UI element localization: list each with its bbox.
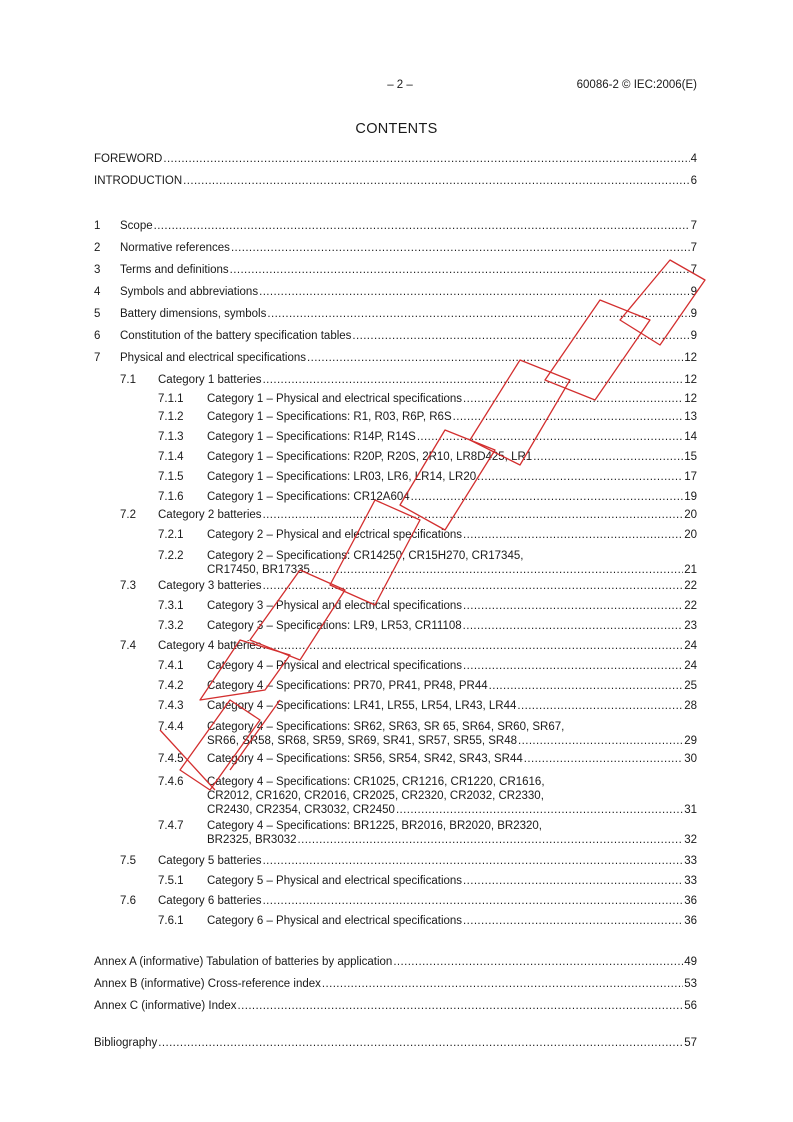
toc-page-number: 21 xyxy=(684,564,697,576)
toc-number: 2 xyxy=(94,242,101,254)
toc-number: 7.1.3 xyxy=(158,431,184,443)
toc-page-number: 12 xyxy=(684,374,697,386)
toc-number: 7.2.1 xyxy=(158,529,184,541)
toc-title: Category 2 – Physical and electrical specifications xyxy=(207,529,463,541)
toc-title: Category 5 – Physical and electrical specifications xyxy=(207,875,463,887)
toc-page-number: 17 xyxy=(684,471,697,483)
toc-number: 7.3.1 xyxy=(158,600,184,612)
toc-number: 7 xyxy=(94,352,101,364)
toc-leader-dots xyxy=(518,732,683,750)
toc-entry[interactable] xyxy=(0,468,793,486)
toc-leader-dots xyxy=(517,697,683,715)
toc-number: 6 xyxy=(94,330,101,342)
toc-title: SR66, SR58, SR68, SR59, SR69, SR41, SR57, SR55, SR48 xyxy=(207,735,518,747)
toc-entry[interactable] xyxy=(0,283,793,301)
toc-entry[interactable] xyxy=(0,732,793,750)
toc-number: 7.1.5 xyxy=(158,471,184,483)
toc-title: Normative references xyxy=(120,242,230,254)
toc-number: 7.3.2 xyxy=(158,620,184,632)
toc-leader-dots xyxy=(524,750,683,768)
toc-title: Physical and electrical specifications xyxy=(120,352,307,364)
toc-number: 7.4 xyxy=(120,640,136,652)
toc-title: Terms and definitions xyxy=(120,264,229,276)
toc-entry[interactable] xyxy=(0,750,793,768)
toc-number: 7.6.1 xyxy=(158,915,184,927)
toc-title: Category 1 – Specifications: R20P, R20S, 2R10, LR8D425, LR1 xyxy=(207,451,533,463)
toc-leader-dots xyxy=(463,390,683,408)
toc-page-number: 7 xyxy=(690,242,697,254)
toc-number: 7.5 xyxy=(120,855,136,867)
toc-number: 7.2 xyxy=(120,509,136,521)
toc-page-number: 15 xyxy=(684,451,697,463)
toc-entry[interactable] xyxy=(0,408,793,426)
toc-page-number: 7 xyxy=(690,220,697,232)
toc-number: 7.3 xyxy=(120,580,136,592)
toc-number: 7.1.2 xyxy=(158,411,184,423)
toc-number: 7.1.6 xyxy=(158,491,184,503)
toc-page-number: 57 xyxy=(684,1037,697,1049)
toc-leader-dots xyxy=(463,617,684,635)
toc-entry[interactable] xyxy=(0,305,793,323)
toc-number: 7.4.5 xyxy=(158,753,184,765)
toc-title: Category 1 batteries xyxy=(158,374,262,386)
toc-entry[interactable] xyxy=(0,975,793,993)
toc-page-number: 9 xyxy=(690,308,697,320)
toc-title: Annex A (informative) Tabulation of batteries by application xyxy=(94,956,393,968)
toc-entry[interactable] xyxy=(0,506,793,524)
toc-entry[interactable] xyxy=(0,172,793,190)
toc-number: 5 xyxy=(94,308,101,320)
toc-leader-dots xyxy=(231,239,690,257)
toc-page-number: 14 xyxy=(684,431,697,443)
toc-page-number: 22 xyxy=(684,600,697,612)
toc-number: 7.1.4 xyxy=(158,451,184,463)
toc-leader-dots xyxy=(307,349,683,367)
toc-title: Category 4 – Specifications: SR56, SR54, SR42, SR43, SR44 xyxy=(207,753,523,765)
toc-number: 7.4.4 xyxy=(158,721,184,733)
toc-leader-dots xyxy=(322,975,683,993)
toc-entry[interactable] xyxy=(0,657,793,675)
toc-title: Category 4 batteries xyxy=(158,640,262,652)
toc-title: CR17450, BR17335 xyxy=(207,564,310,576)
toc-entry[interactable] xyxy=(0,488,793,506)
toc-title: INTRODUCTION xyxy=(94,175,183,187)
toc-number: 7.4.6 xyxy=(158,776,184,788)
toc-entry[interactable] xyxy=(0,1034,793,1052)
toc-page-number: 49 xyxy=(684,956,697,968)
toc-number: 7.1.1 xyxy=(158,393,184,405)
toc-number: 7.4.7 xyxy=(158,820,184,832)
toc-title-line: Category 4 – Specifications: CR1025, CR1216, CR1220, CR1616, xyxy=(207,776,545,788)
toc-page-number: 36 xyxy=(684,915,697,927)
toc-title: FOREWORD xyxy=(94,153,163,165)
toc-title: Category 1 – Specifications: R1, R03, R6P, R6S xyxy=(207,411,452,423)
toc-leader-dots xyxy=(533,448,683,466)
toc-leader-dots xyxy=(477,468,683,486)
toc-entry[interactable] xyxy=(0,239,793,257)
toc-number: 4 xyxy=(94,286,101,298)
toc-page-number: 33 xyxy=(684,875,697,887)
toc-page-number: 19 xyxy=(684,491,697,503)
toc-page-number: 36 xyxy=(684,895,697,907)
toc-title: Category 6 batteries xyxy=(158,895,262,907)
toc-page-number: 30 xyxy=(684,753,697,765)
toc-number: 7.1 xyxy=(120,374,136,386)
toc-title: Category 3 – Specifications: LR9, LR53, CR11108 xyxy=(207,620,462,632)
toc-number: 7.4.1 xyxy=(158,660,184,672)
toc-title: Category 1 – Specifications: CR12A604 xyxy=(207,491,410,503)
toc-leader-dots xyxy=(463,597,683,615)
toc-title-line: CR2012, CR1620, CR2016, CR2025, CR2320, CR2032, CR2330, xyxy=(207,790,544,802)
toc-title: CR2430, CR2354, CR3032, CR2450 xyxy=(207,804,395,816)
standard-reference: 60086-2 © IEC:2006(E) xyxy=(576,79,697,91)
toc-page-number: 7 xyxy=(690,264,697,276)
toc-page-number: 31 xyxy=(684,804,697,816)
toc-title: Category 3 batteries xyxy=(158,580,262,592)
toc-entry[interactable] xyxy=(0,327,793,345)
toc-entry[interactable] xyxy=(0,390,793,408)
toc-entry[interactable] xyxy=(0,997,793,1015)
toc-page-number: 29 xyxy=(684,735,697,747)
toc-entry[interactable] xyxy=(0,526,793,544)
toc-number: 1 xyxy=(94,220,101,232)
toc-leader-dots xyxy=(463,872,683,890)
toc-entry[interactable] xyxy=(0,677,793,695)
toc-entry[interactable] xyxy=(0,448,793,466)
toc-title: Annex B (informative) Cross-reference index xyxy=(94,978,321,990)
toc-page-number: 12 xyxy=(684,352,697,364)
toc-entry[interactable] xyxy=(0,637,793,655)
toc-page-number: 9 xyxy=(690,286,697,298)
toc-leader-dots xyxy=(463,526,683,544)
toc-title: BR2325, BR3032 xyxy=(207,834,297,846)
toc-page-number: 20 xyxy=(684,509,697,521)
toc-leader-dots xyxy=(163,150,689,168)
toc-page-number: 32 xyxy=(684,834,697,846)
toc-leader-dots xyxy=(453,408,684,426)
toc-page-number: 28 xyxy=(684,700,697,712)
toc-title: Category 5 batteries xyxy=(158,855,262,867)
toc-entry[interactable] xyxy=(0,597,793,615)
toc-entry[interactable] xyxy=(0,617,793,635)
toc-leader-dots xyxy=(263,371,684,389)
toc-leader-dots xyxy=(263,852,684,870)
toc-page-number: 56 xyxy=(684,1000,697,1012)
toc-title: Category 1 – Specifications: R14P, R14S xyxy=(207,431,416,443)
toc-leader-dots xyxy=(259,283,690,301)
toc-title: Category 1 – Specifications: LR03, LR6, LR14, LR20 xyxy=(207,471,477,483)
toc-title: Scope xyxy=(120,220,153,232)
toc-leader-dots xyxy=(463,912,683,930)
toc-leader-dots xyxy=(463,657,683,675)
toc-number: 3 xyxy=(94,264,101,276)
toc-title: Category 2 batteries xyxy=(158,509,262,521)
toc-title: Bibliography xyxy=(94,1037,158,1049)
toc-page-number: 25 xyxy=(684,680,697,692)
toc-leader-dots xyxy=(489,677,684,695)
toc-title: Constitution of the battery specification tables xyxy=(120,330,352,342)
toc-leader-dots xyxy=(267,305,689,323)
toc-leader-dots xyxy=(393,953,683,971)
toc-page-number: 24 xyxy=(684,660,697,672)
toc-page-number: 9 xyxy=(690,330,697,342)
toc-leader-dots xyxy=(352,327,689,345)
toc-page-number: 22 xyxy=(684,580,697,592)
toc-entry[interactable] xyxy=(0,953,793,971)
toc-title: Symbols and abbreviations xyxy=(120,286,259,298)
toc-number: 7.2.2 xyxy=(158,550,184,562)
toc-title: Annex C (informative) Index xyxy=(94,1000,237,1012)
toc-leader-dots xyxy=(263,577,684,595)
toc-number: 7.6 xyxy=(120,895,136,907)
toc-leader-dots xyxy=(183,172,689,190)
toc-entry[interactable] xyxy=(0,261,793,279)
toc-title-line: Category 4 – Specifications: BR1225, BR2016, BR2020, BR2320, xyxy=(207,820,542,832)
toc-number: 7.4.2 xyxy=(158,680,184,692)
toc-page-number: 33 xyxy=(684,855,697,867)
toc-page-number: 13 xyxy=(684,411,697,423)
toc-entry[interactable] xyxy=(0,912,793,930)
toc-entry[interactable] xyxy=(0,697,793,715)
toc-title-line: Category 4 – Specifications: SR62, SR63, SR 65, SR64, SR60, SR67, xyxy=(207,721,565,733)
toc-number: 7.5.1 xyxy=(158,875,184,887)
toc-page-number: 24 xyxy=(684,640,697,652)
toc-leader-dots xyxy=(154,217,690,235)
toc-page-number: 20 xyxy=(684,529,697,541)
toc-leader-dots xyxy=(238,997,684,1015)
page-title: CONTENTS xyxy=(355,121,438,137)
toc-leader-dots xyxy=(158,1034,683,1052)
toc-leader-dots xyxy=(230,261,690,279)
toc-number: 7.4.3 xyxy=(158,700,184,712)
toc-page-number: 23 xyxy=(684,620,697,632)
toc-entry[interactable] xyxy=(0,217,793,235)
toc-entry[interactable] xyxy=(0,872,793,890)
toc-entry[interactable] xyxy=(0,852,793,870)
toc-title: Category 4 – Specifications: PR70, PR41, PR48, PR44 xyxy=(207,680,488,692)
toc-entry[interactable] xyxy=(0,371,793,389)
toc-title: Category 4 – Specifications: LR41, LR55, LR54, LR43, LR44 xyxy=(207,700,517,712)
toc-title: Category 1 – Physical and electrical specifications xyxy=(207,393,463,405)
toc-entry[interactable] xyxy=(0,349,793,367)
toc-entry[interactable] xyxy=(0,577,793,595)
toc-title: Category 3 – Physical and electrical specifications xyxy=(207,600,463,612)
toc-leader-dots xyxy=(263,637,684,655)
toc-entry[interactable] xyxy=(0,150,793,168)
toc-page-number: 6 xyxy=(690,175,697,187)
toc-entry[interactable] xyxy=(0,831,793,849)
toc-title: Battery dimensions, symbols xyxy=(120,308,267,320)
toc-page-number: 12 xyxy=(684,393,697,405)
toc-title: Category 4 – Physical and electrical specifications xyxy=(207,660,463,672)
toc-title-line: Category 2 – Specifications: CR14250, CR15H270, CR17345, xyxy=(207,550,524,562)
toc-leader-dots xyxy=(411,488,684,506)
toc-leader-dots xyxy=(263,892,684,910)
toc-entry[interactable] xyxy=(0,428,793,446)
toc-page-number: 4 xyxy=(690,153,697,165)
toc-leader-dots xyxy=(263,506,684,524)
toc-leader-dots xyxy=(417,428,683,446)
toc-entry[interactable] xyxy=(0,892,793,910)
page-number: – 2 – xyxy=(387,79,413,91)
toc-title: Category 6 – Physical and electrical specifications xyxy=(207,915,463,927)
toc-page-number: 53 xyxy=(684,978,697,990)
toc-leader-dots xyxy=(298,831,684,849)
